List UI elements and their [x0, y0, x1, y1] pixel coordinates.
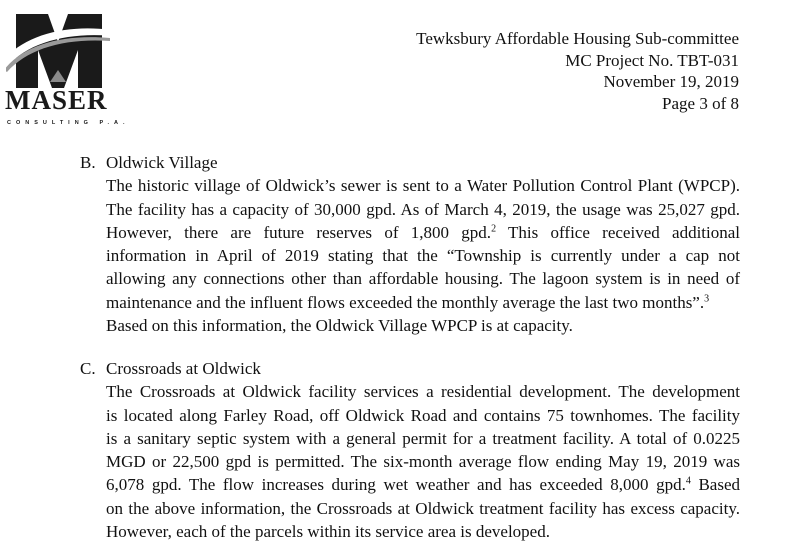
paragraph-line: Based on this information, the Oldwick Village WPCP is at capacity. [106, 316, 573, 336]
header-project-number: MC Project No. TBT-031 [565, 50, 739, 70]
paragraph-line: is a sanitary septic system with a general permit for a treatment facility. A total of 0.0225 [106, 428, 740, 448]
header-recipient: Tewksbury Affordable Housing Sub-committee [416, 29, 739, 48]
section-title: Crossroads at Oldwick [106, 359, 261, 378]
section-letter: B. [80, 153, 96, 172]
paragraph-line: MGD or 22,500 gpd is permitted. The six-month average flow ending May 19, 2019 was [106, 452, 740, 472]
paragraph-line: However, each of the parcels within its service area is developed. [106, 522, 550, 542]
letter-header [416, 28, 739, 114]
section-crossroads-at-oldwick [80, 357, 740, 543]
paragraph-line: information in April of 2019 stating that the “Township is currently under a cap not [106, 246, 740, 266]
paragraph-line: However, there are future reserves of 1,800 gpd.$^2$ This office received additional [106, 222, 741, 242]
maser-logo-mark-icon [6, 4, 110, 90]
paragraph-line: allowing any connections other than affordable housing. The lagoon system is in need of [106, 269, 740, 289]
footnote-ref: 3 [704, 293, 710, 305]
maser-logo [0, 0, 130, 130]
section-heading [80, 151, 740, 174]
section-title: Oldwick Village [106, 153, 218, 172]
header-date: November 19, 2019 [603, 72, 739, 91]
footnote-ref: 2 [491, 223, 497, 235]
paragraph-line: on the above information, the Crossroads at Oldwick treatment facility has excess capacity. [106, 498, 740, 518]
section-oldwick-village [80, 151, 740, 337]
header-page-number: Page 3 of 8 [662, 93, 739, 113]
paragraph-line: 6,078 gpd. The flow increases during wet weather and has exceeded 8,000 gpd.$^4$ Based [106, 475, 740, 495]
section-paragraph [106, 174, 740, 337]
section-letter: C. [80, 359, 96, 378]
paragraph-line: The historic village of Oldwick’s sewer is sent to a Water Pollution Control Plant (WPCP). [106, 176, 740, 196]
section-heading [80, 357, 740, 380]
logo-subtitle: CONSULTING P.A. [7, 120, 130, 126]
footnote-ref: 4 [685, 475, 691, 487]
paragraph-line: maintenance and the influent flows exceeded the monthly average the last two months”.$^3$ [106, 292, 710, 312]
section-paragraph [106, 380, 740, 543]
logo-name: MASER [5, 85, 108, 115]
paragraph-line: The Crossroads at Oldwick facility services a residential development. The development [106, 382, 740, 402]
paragraph-line: The facility has a capacity of 30,000 gpd. As of March 4, 2019, the usage was 25,027 gpd. [106, 199, 740, 219]
paragraph-line: is located along Farley Road, off Oldwick Road and contains 75 townhomes. The facility [106, 405, 740, 425]
